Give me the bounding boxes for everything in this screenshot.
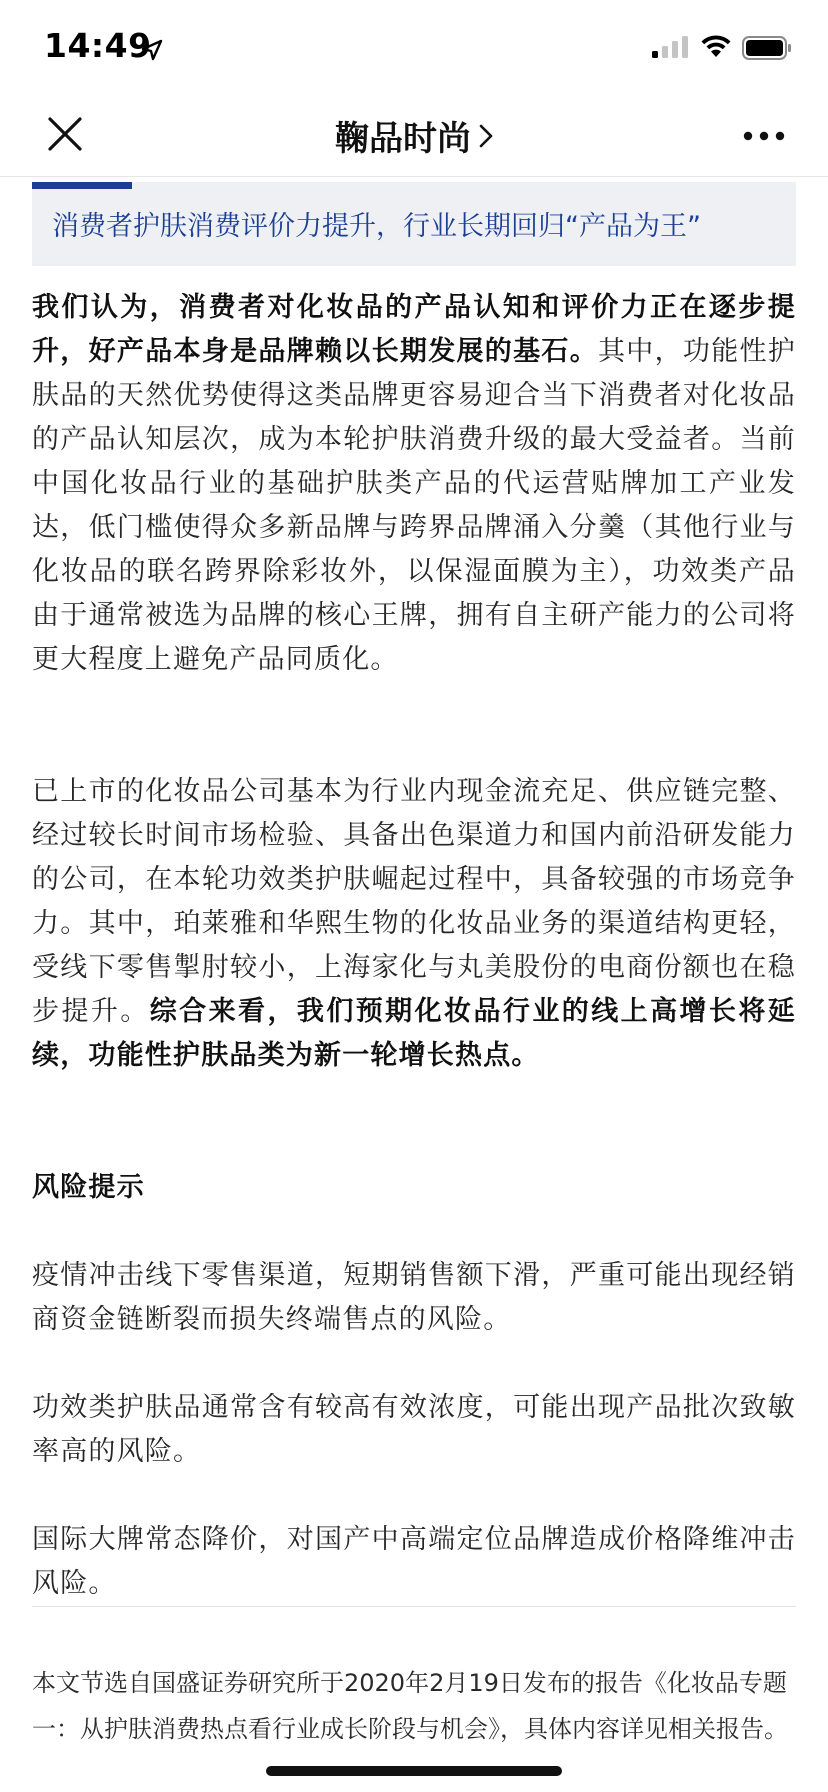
wifi-icon [700,34,732,58]
account-title-link[interactable] [0,111,828,160]
status-bar [0,0,828,96]
paragraph-2-text: 已上市的化妆品公司基本为行业内现金流充足、供应链完整、经过较长时间市场检验、具备出色渠道力和国内前沿研发能力的公司，在本轮功效类护肤崛起过程中，具备较强的市场竞争力。其中，珀莱雅和华熙生物的化妆品业务的渠道结构更轻，受线下零售掣肘较小，上海家化与丸美股份的电商份额也在稳步提升。 [32,776,796,1027]
section-heading-accent-bar [32,182,132,189]
home-indicator[interactable] [266,1766,562,1776]
divider [32,1606,796,1607]
source-note: 本文节选自国盛证券研究所于2020年2月19日发布的报告《化妆品专题一：从护肤消费热点看行业成长阶段与机会》，具体内容详见相关报告。 [32,1669,788,1743]
section-heading: 消费者护肤消费评价力提升，行业长期回归“产品为王” [52,211,701,242]
more-icon[interactable] [742,130,786,142]
risk-item-2: 功效类护肤品通常含有较高有效浓度，可能出现产品批次致敏率高的风险。 [32,1392,796,1467]
battery-icon [742,36,792,60]
paragraph-1 [32,286,796,682]
risk-item-3: 国际大牌常态降价，对国产中高端定位品牌造成价格降维冲击风险。 [32,1524,796,1599]
risk-title: 风险提示 [32,1172,145,1203]
cellular-signal-icon [652,36,690,58]
paragraph-2-bold: 综合来看，我们预期化妆品行业的线上高增长将延续，功能性护肤品类为新一轮增长热点。 [32,996,796,1071]
nav-bar [0,96,828,177]
paragraph-1-text: 其中，功能性护肤品的天然优势使得这类品牌更容易迎合当下消费者对化妆品的产品认知层次，成为本轮护肤消费升级的最大受益者。当前中国化妆品行业的基础护肤类产品的代运营贴牌加工产业发达，低门槛使得众多新品牌与跨界品牌涌入分羹（其他行业与化妆品的联名跨界除彩妆外，以保湿面膜为主），功效类产品由于通常被选为品牌的核心王牌，拥有自主研产能力的公司将更大程度上避免产品同质化。 [32,336,796,675]
location-arrow-icon [140,38,164,62]
paragraph-1-bold: 我们认为，消费者对化妆品的产品认知和评价力正在逐步提升，好产品本身是品牌赖以长期发展的基石。 [32,292,796,367]
page-title: 鞠品时尚 [335,119,471,159]
paragraph-2 [32,770,796,1078]
status-time: 14:49 [44,26,152,65]
chevron-right-icon [479,124,493,148]
risk-item-1: 疫情冲击线下零售渠道，短期销售额下滑，严重可能出现经销商资金链断裂而损失终端售点的风险。 [32,1260,796,1335]
